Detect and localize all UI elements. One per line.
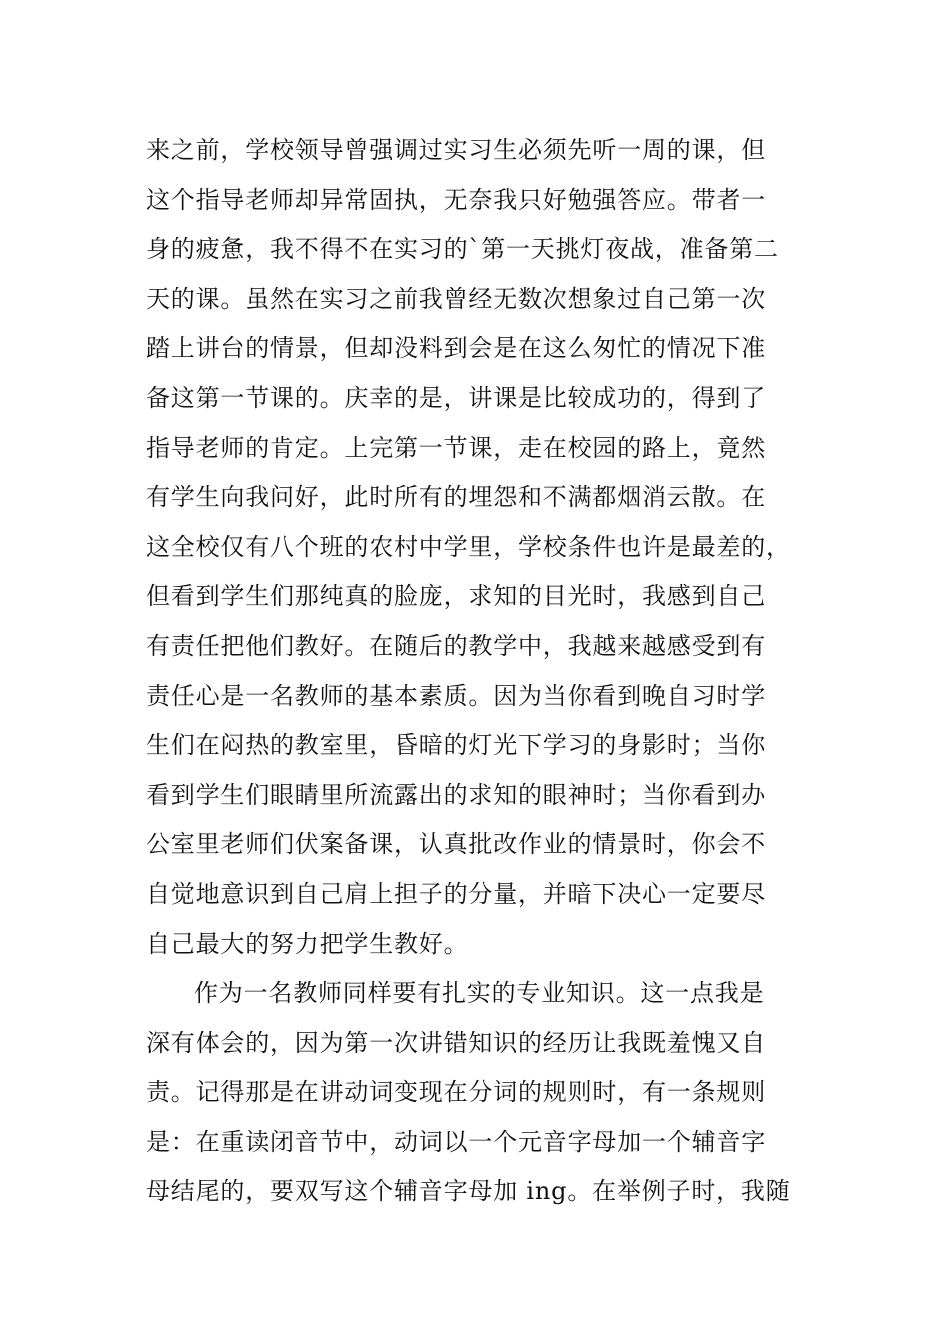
paragraph-line: 是：在重读闭音节中，动词以一个元音字母加一个辅音字 <box>146 1127 766 1156</box>
paragraph-line: 但看到学生们那纯真的脸庞，求知的目光时，我感到自己 <box>146 582 766 611</box>
paragraph-line: 责任心是一名教师的基本素质。因为当你看到晚自习时学 <box>146 681 766 710</box>
paragraph-line: 公室里老师们伏案备课，认真批改作业的情景时，你会不 <box>146 830 766 859</box>
paragraph-first-line: 作为一名教师同样要有扎实的专业知识。这一点我是 <box>194 979 765 1008</box>
paragraph-line: 这全校仅有八个班的农村中学里，学校条件也许是最差的， <box>146 532 791 561</box>
paragraph-line: 母结尾的，要双写这个辅音字母加 ing。在举例子时，我随 <box>146 1177 791 1206</box>
paragraph-line: 看到学生们眼睛里所流露出的求知的眼神时；当你看到办 <box>146 780 766 809</box>
paragraph-line: 自觉地意识到自己肩上担子的分量，并暗下决心一定要尽 <box>146 879 766 908</box>
paragraph-line: 责。记得那是在讲动词变现在分词的规则时，有一条规则 <box>146 1078 766 1107</box>
paragraph-line: 有学生向我问好，此时所有的埋怨和不满都烟消云散。在 <box>146 483 766 512</box>
paragraph-line: 来之前，学校领导曾强调过实习生必须先听一周的课，但 <box>146 136 766 164</box>
paragraph-line: 天的课。虽然在实习之前我曾经无数次想象过自己第一次 <box>146 284 766 313</box>
paragraph-line: 有责任把他们教好。在随后的教学中，我越来越感受到有 <box>146 631 766 660</box>
paragraph-line: 指导老师的肯定。上完第一节课，走在校园的路上，竟然 <box>146 433 766 462</box>
paragraph-line: 生们在闷热的教室里，昏暗的灯光下学习的身影时；当你 <box>146 731 766 760</box>
paragraph-line: 备这第一节课的。庆幸的是，讲课是比较成功的，得到了 <box>146 383 766 412</box>
paragraph-line: 身的疲惫，我不得不在实习的`第一天挑灯夜战，准备第二 <box>146 235 779 264</box>
paragraph-line: 这个指导老师却异常固执，无奈我只好勉强答应。带者一 <box>146 185 766 214</box>
paragraph-line: 自己最大的努力把学生教好。 <box>146 929 469 958</box>
paragraph-line: 深有体会的，因为第一次讲错知识的经历让我既羞愧又自 <box>146 1028 766 1057</box>
body-text <box>146 126 806 1217</box>
paragraph-line: 踏上讲台的情景，但却没料到会是在这么匆忙的情况下准 <box>146 334 766 363</box>
